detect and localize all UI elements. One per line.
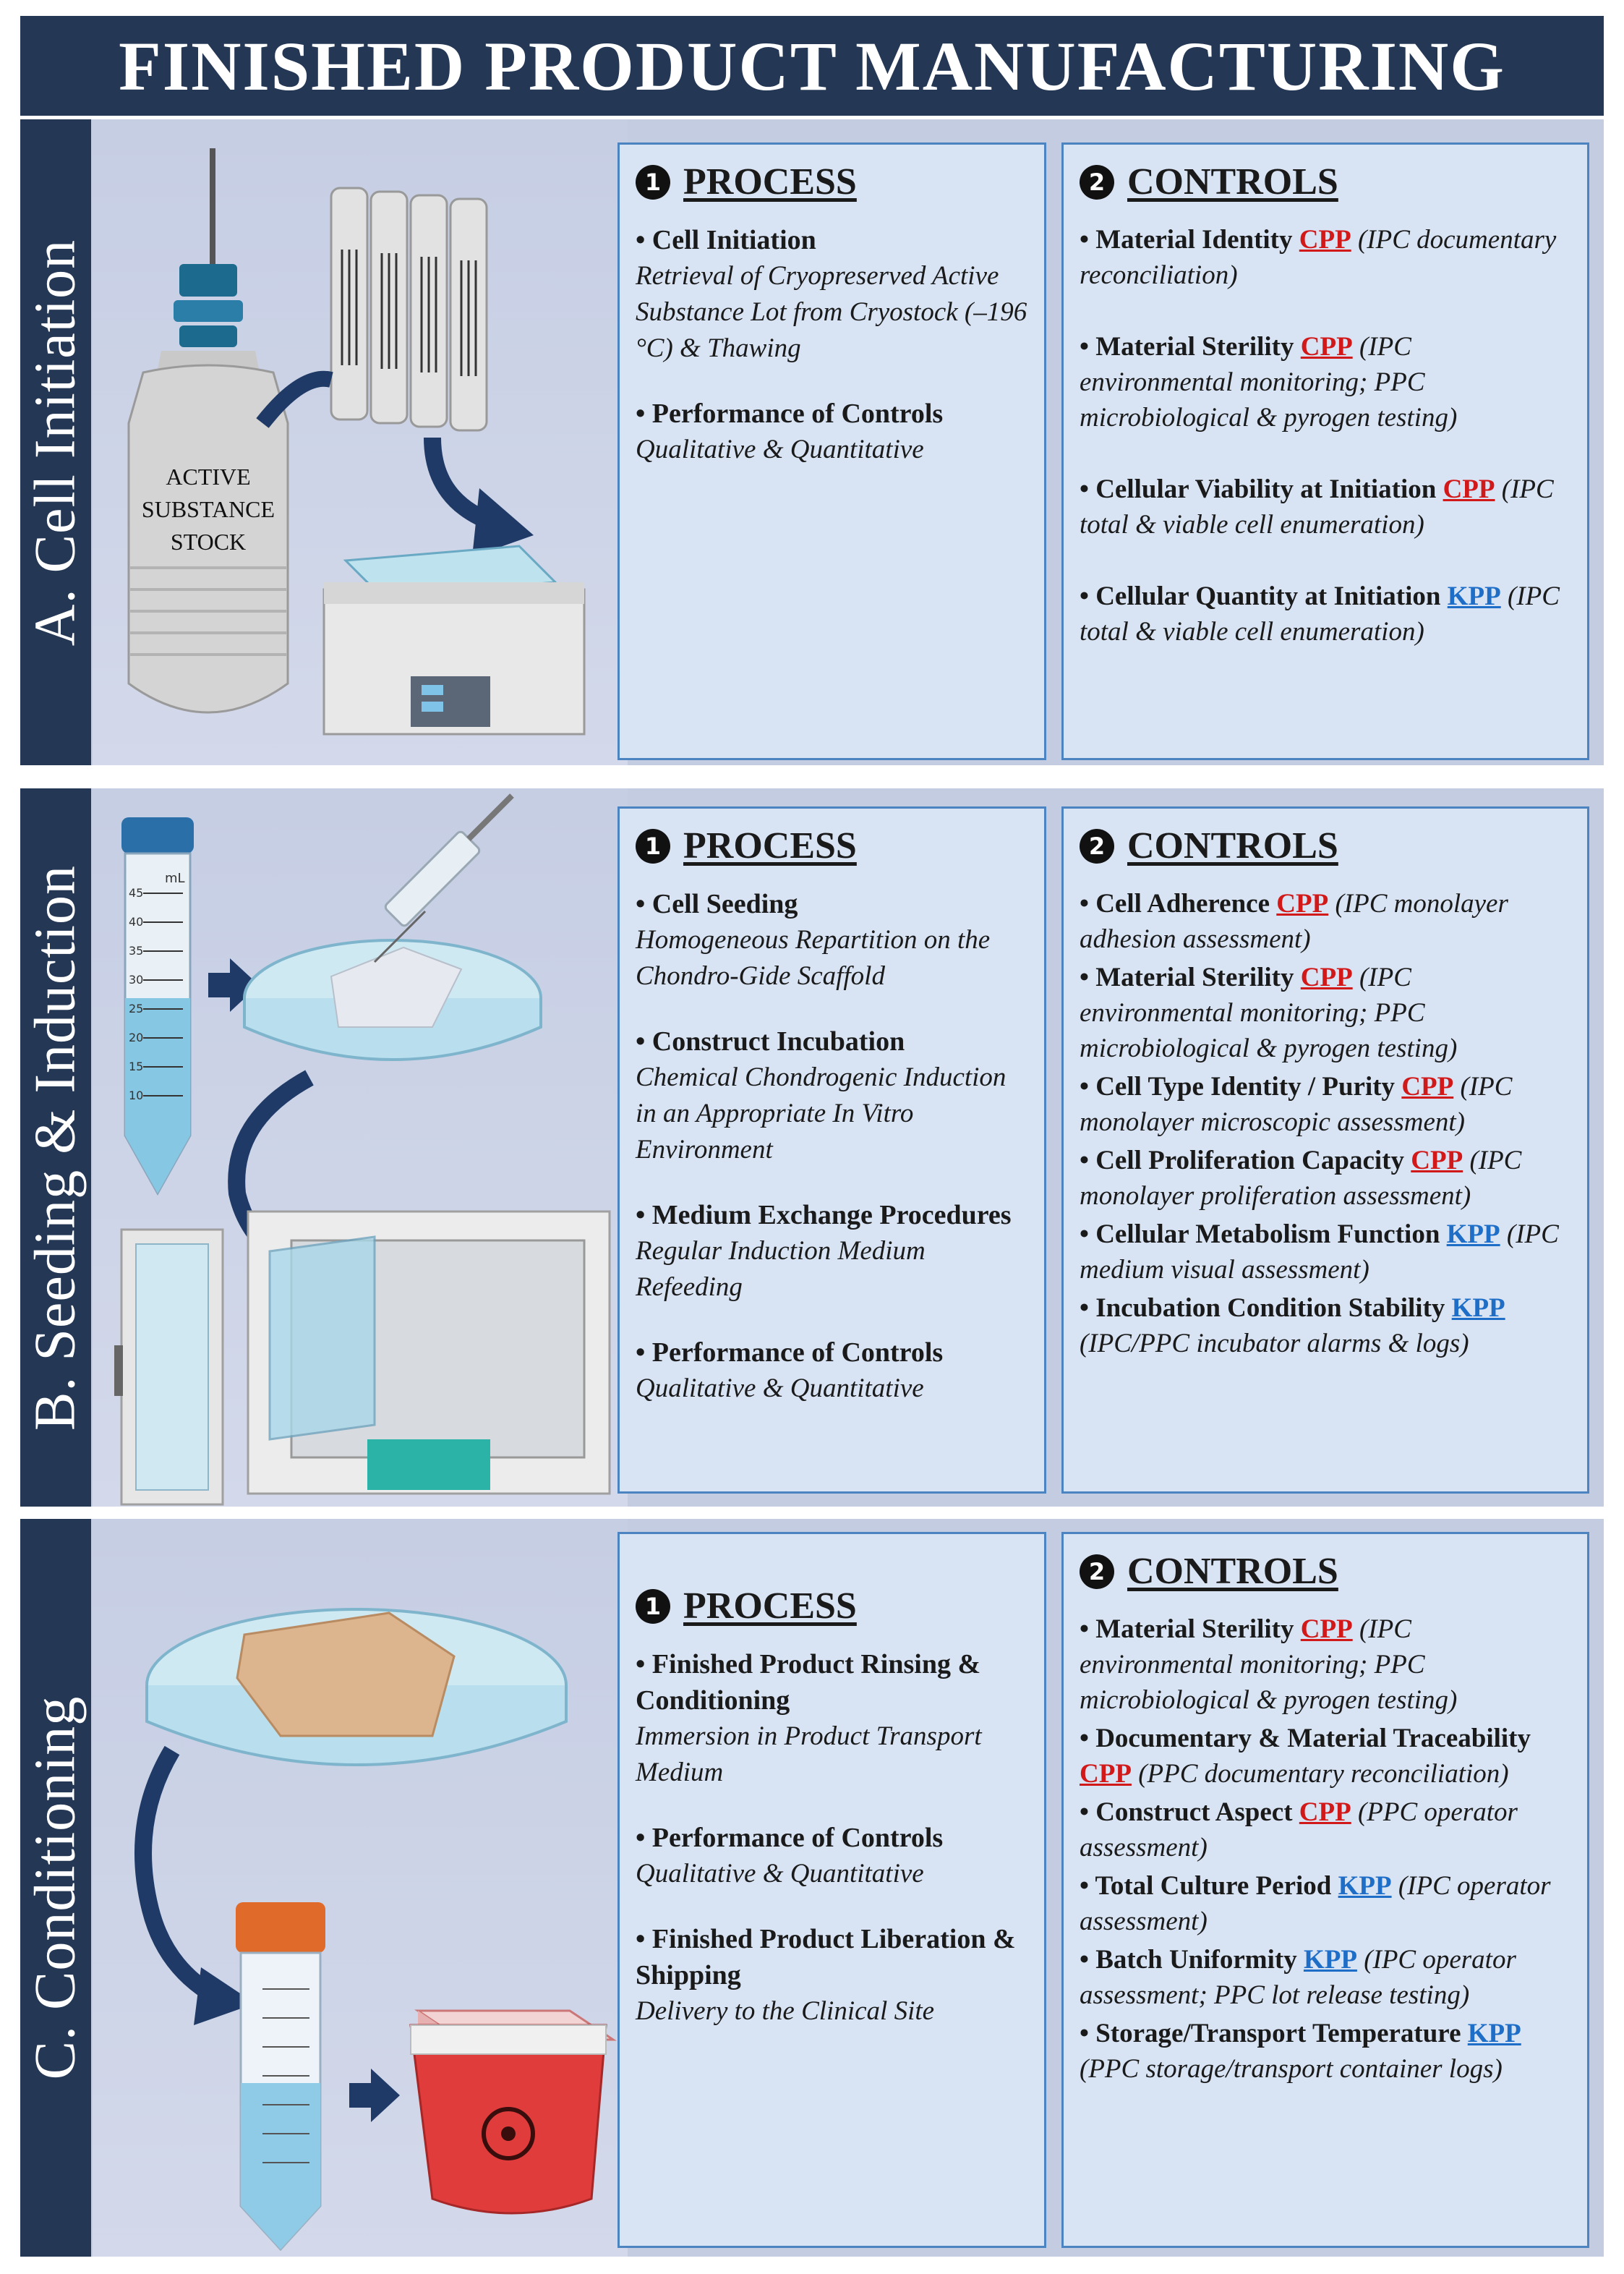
section-cell-initiation — [20, 119, 1604, 765]
process-item: • Cell Initiation Retrieval of Cryopreserved Active Substance Lot from Cryostock (–196 °C) & Thawing — [636, 225, 1027, 363]
kpp-tag: KPP — [1467, 2019, 1521, 2048]
step-number-badge: 1 — [636, 829, 670, 864]
controls-heading: 2 CONTROLS — [1080, 161, 1571, 203]
kpp-tag: KPP — [1451, 1293, 1505, 1323]
control-item: • Cell Type Identity / Purity CPP (IPC monolayer microscopic assessment) — [1080, 1072, 1513, 1137]
process-panel — [617, 806, 1046, 1494]
arrow-icon — [208, 973, 230, 997]
tube-unit: mL — [165, 871, 185, 886]
kpp-tag: KPP — [1446, 1219, 1500, 1249]
illustration-seeding-induction — [93, 788, 628, 1507]
control-item: • Material Sterility CPP (IPC environmental monitoring; PPC microbiological & pyrogen testing) — [1080, 1614, 1458, 1715]
controls-heading: 2 CONTROLS — [1080, 1550, 1571, 1593]
petri-dish-icon — [244, 940, 541, 1060]
dewar-label-line2: SUBSTANCE — [141, 496, 275, 522]
seeding-illustration — [93, 788, 628, 1507]
process-heading: 1 PROCESS — [636, 161, 1028, 203]
process-item: • Finished Product Rinsing & Conditioning Immersion in Product Transport Medium — [636, 1649, 982, 1787]
controls-panel — [1061, 142, 1589, 760]
section-label-bar — [20, 788, 91, 1507]
cpp-tag: CPP — [1300, 332, 1353, 362]
control-item: • Construct Aspect CPP (PPC operator assessment) — [1080, 1797, 1518, 1862]
process-heading: 1 PROCESS — [636, 825, 1028, 867]
process-item: • Performance of Controls Qualitative & Quantitative — [636, 1337, 944, 1403]
liquid-nitrogen-dewar-icon — [129, 148, 288, 712]
process-panel — [617, 142, 1046, 760]
cpp-tag: CPP — [1300, 963, 1353, 992]
arrowhead-icon — [371, 2069, 400, 2122]
section-label-bar — [20, 119, 91, 765]
controls-heading: 2 CONTROLS — [1080, 825, 1571, 867]
tube-graduation: 35 — [129, 944, 144, 958]
section-label-bar — [20, 1519, 91, 2257]
section-seeding-induction — [20, 788, 1604, 1507]
step-number-badge: 2 — [1080, 829, 1114, 864]
tube-graduation: 45 — [129, 886, 144, 900]
water-bath-icon — [324, 546, 584, 734]
kpp-tag: KPP — [1338, 1871, 1392, 1901]
cpp-tag: CPP — [1300, 1614, 1353, 1644]
section-label: C. Conditioning — [23, 1695, 87, 2080]
section-label: A. Cell Initiation — [23, 239, 87, 646]
cpp-tag: CPP — [1411, 1146, 1463, 1175]
biohazard-transport-box-icon — [411, 2011, 613, 2213]
process-item: • Medium Exchange Procedures Regular Induction Medium Refeeding — [636, 1200, 1012, 1302]
cpp-tag: CPP — [1299, 225, 1351, 255]
control-item: • Material Sterility CPP (IPC environmental monitoring; PPC microbiological & pyrogen testing) — [1080, 332, 1458, 433]
control-item: • Storage/Transport Temperature KPP (PPC storage/transport container logs) — [1080, 2019, 1521, 2084]
control-item: • Cell Proliferation Capacity CPP (IPC monolayer proliferation assessment) — [1080, 1146, 1522, 1211]
kpp-tag: KPP — [1447, 582, 1501, 611]
process-heading: 1 PROCESS — [636, 1585, 1028, 1627]
cpp-tag: CPP — [1299, 1797, 1351, 1827]
kpp-tag: KPP — [1303, 1945, 1357, 1975]
tube-graduation: 40 — [129, 915, 144, 929]
cpp-tag: CPP — [1443, 474, 1495, 504]
arrow-icon — [143, 1750, 215, 1996]
step-number-badge: 1 — [636, 165, 670, 200]
cpp-tag: CPP — [1401, 1072, 1454, 1102]
control-item: • Cellular Metabolism Function KPP (IPC medium visual assessment) — [1080, 1219, 1559, 1285]
illustration-conditioning — [93, 1519, 628, 2257]
control-item: • Cellular Quantity at Initiation KPP (IPC total & viable cell enumeration) — [1080, 582, 1560, 647]
tube-graduation: 15 — [129, 1060, 144, 1073]
page-title: FINISHED PRODUCT MANUFACTURING — [119, 27, 1505, 105]
process-panel — [617, 1532, 1046, 2248]
control-item: • Incubation Condition Stability KPP (IPC/PPC incubator alarms & logs) — [1080, 1293, 1505, 1358]
tube-graduation: 20 — [129, 1031, 144, 1044]
process-item: • Finished Product Liberation & Shipping Delivery to the Clinical Site — [636, 1924, 1016, 2026]
control-item: • Cellular Viability at Initiation CPP (IPC total & viable cell enumeration) — [1080, 474, 1554, 540]
process-item: • Performance of Controls Qualitative & Quantitative — [636, 399, 944, 464]
control-item: • Total Culture Period KPP (IPC operator assessment) — [1080, 1871, 1551, 1936]
arrow-icon — [349, 2083, 371, 2108]
section-label: B. Seeding & Induction — [23, 864, 87, 1431]
incubator-icon — [114, 1211, 610, 1504]
step-number-badge: 2 — [1080, 165, 1114, 200]
control-item: • Documentary & Material Traceability CPP (PPC documentary reconciliation) — [1080, 1724, 1531, 1789]
controls-panel — [1061, 806, 1589, 1494]
tube-graduation: 30 — [129, 973, 144, 987]
syringe-icon — [375, 796, 512, 962]
dewar-label-line3: STOCK — [170, 529, 247, 555]
conditioning-illustration — [93, 1519, 628, 2257]
control-item: • Batch Uniformity KPP (IPC operator assessment; PPC lot release testing) — [1080, 1945, 1516, 2010]
title-banner — [20, 16, 1604, 116]
cryostock-illustration — [93, 119, 628, 765]
cryovials-icon — [331, 188, 487, 430]
process-item: • Performance of Controls Qualitative & Quantitative — [636, 1823, 944, 1888]
section-conditioning — [20, 1519, 1604, 2257]
cpp-tag: CPP — [1080, 1759, 1132, 1789]
control-item: • Cell Adherence CPP (IPC monolayer adhesion assessment) — [1080, 889, 1508, 954]
tube-graduation: 10 — [129, 1089, 144, 1102]
control-item: • Material Identity CPP (IPC documentary reconciliation) — [1080, 225, 1557, 290]
controls-panel — [1061, 1532, 1589, 2248]
process-item: • Cell Seeding Homogeneous Repartition on the Chondro-Gide Scaffold — [636, 889, 991, 991]
step-number-badge: 1 — [636, 1589, 670, 1624]
dewar-label-line1: ACTIVE — [166, 464, 251, 490]
illustration-cell-initiation — [93, 119, 628, 765]
petri-dish-icon — [147, 1609, 566, 1765]
cpp-tag: CPP — [1276, 889, 1329, 919]
transport-tube-icon — [236, 1902, 325, 2249]
control-item: • Material Sterility CPP (IPC environmental monitoring; PPC microbiological & pyrogen testing) — [1080, 963, 1458, 1063]
step-number-badge: 2 — [1080, 1554, 1114, 1589]
tube-graduation: 25 — [129, 1002, 144, 1015]
process-item: • Construct Incubation Chemical Chondrogenic Induction in an Appropriate In Vitro Environment — [636, 1026, 1007, 1164]
